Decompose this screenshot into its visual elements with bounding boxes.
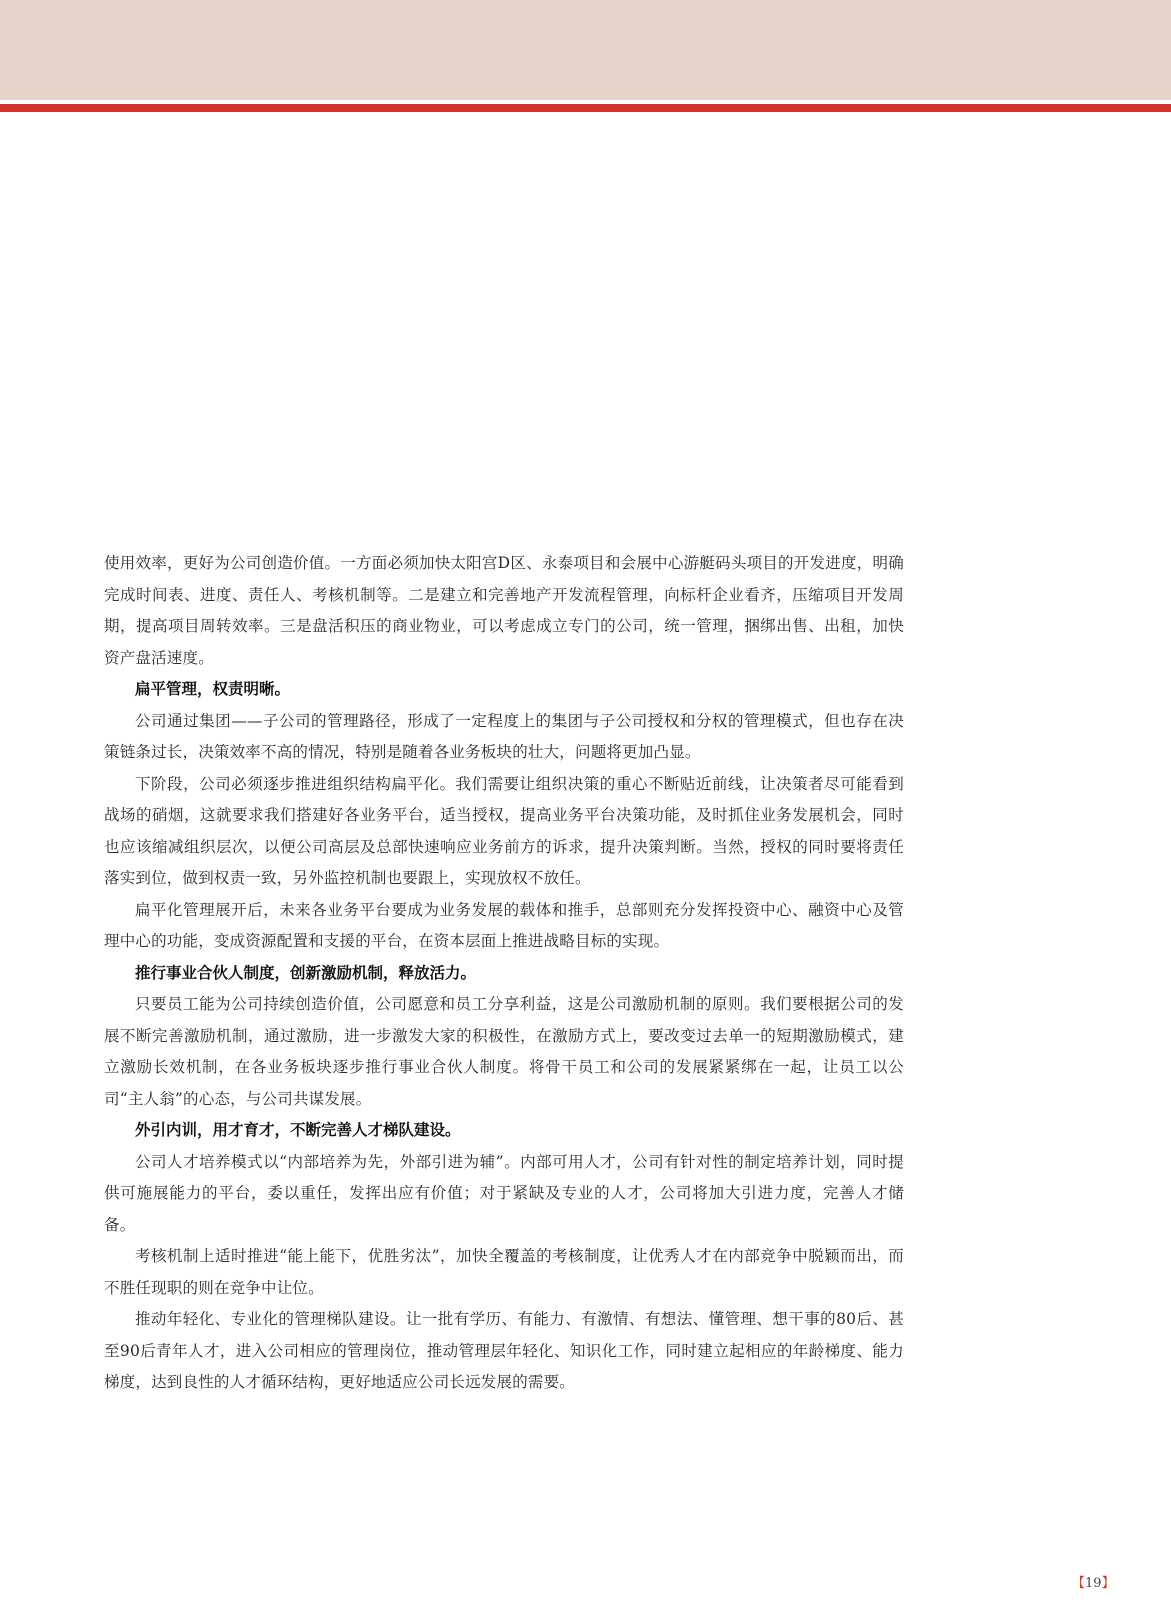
paragraph-project-efficiency: 使用效率，更好为公司创造价值。一方面必须加快太阳宫D区、永泰项目和会展中心游艇码头项目的开发进度，明确完成时间表、进度、责任人、考核机制等。二是建立和完善地产开发流程管理，向标杆企业看齐，压缩项目开发周期，提高项目周转效率。三是盘活积压的商业物业，可以考虑成立专门的公司，统一管理，捆绑出售、出租，加快资产盘活速度。 <box>104 554 904 667</box>
section-heading-talent-pipeline: 外引内训，用才育才，不断完善人才梯队建设。 <box>135 1121 461 1139</box>
paragraph-assessment-mechanism: 考核机制上适时推进“能上能下，优胜劣汰”，加快全覆盖的考核制度，让优秀人才在内部竞争中脱颖而出，而不胜任现职的则在竞争中让位。 <box>104 1247 904 1297</box>
paragraph-incentive-mechanism: 只要员工能为公司持续创造价值，公司愿意和员工分享利益，这是公司激励机制的原则。我们要根据公司的发展不断完善激励机制，通过激励，进一步激发大家的积极性，在激励方式上，要改变过去单一的短期激励模式，建立激励长效机制，在各业务板块逐步推行事业合伙人制度。将骨干员工和公司的发展紧紧绑在一起，让员工以公司“主人翁”的心态，与公司共谋发展。 <box>104 995 904 1108</box>
header-divider-red <box>0 104 1171 112</box>
page-number-bracket-open: 【 <box>1072 1576 1086 1591</box>
paragraph-talent-training: 公司人才培养模式以“内部培养为先，外部引进为辅”。内部可用人才，公司有针对性的制定培养计划，同时提供可施展能力的平台，委以重任，发挥出应有价值；对于紧缺及专业的人才，公司将加大引进力度，完善人才储备。 <box>104 1152 904 1234</box>
header-band <box>0 0 1171 100</box>
section-heading-flat-management: 扁平管理，权责明晰。 <box>135 680 291 698</box>
paragraph-business-platforms: 扁平化管理展开后，未来各业务平台要成为业务发展的载体和推手，总部则充分发挥投资中心、融资中心及管理中心的功能，变成资源配置和支援的平台，在资本层面上推进战略目标的实现。 <box>104 900 904 950</box>
page-number-bracket-close: 】 <box>1101 1576 1115 1591</box>
section-heading-partner-system: 推行事业合伙人制度，创新激励机制，释放活力。 <box>135 963 477 982</box>
paragraph-flat-organization: 下阶段，公司必须逐步推进组织结构扁平化。我们需要让组织决策的重心不断贴近前线，让决策者尽可能看到战场的硝烟，这就要求我们搭建好各业务平台，适当授权，提高业务平台决策功能，及时抓住业务发展机会，同时也应该缩减组织层次，以便公司高层及总部快速响应业务前方的诉求，提升决策判断。当然，授权的同时要将责任落实到位，做到权责一致，另外监控机制也要跟上，实现放权不放任。 <box>104 774 904 887</box>
article-body <box>104 548 904 1399</box>
page-number-value: 19 <box>1085 1576 1102 1591</box>
paragraph-young-management: 推动年轻化、专业化的管理梯队建设。让一批有学历、有能力、有激情、有想法、懂管理、想干事的80后、甚至90后青年人才，进入公司相应的管理岗位，推动管理层年轻化、知识化工作，同时建立起相应的年龄梯度、能力梯度，达到良性的人才循环结构，更好地适应公司长远发展的需要。 <box>104 1310 904 1391</box>
page-number <box>1072 1572 1115 1591</box>
paragraph-group-management-path: 公司通过集团——子公司的管理路径，形成了一定程度上的集团与子公司授权和分权的管理模式，但也存在决策链条过长，决策效率不高的情况，特别是随着各业务板块的壮大，问题将更加凸显。 <box>104 711 904 761</box>
